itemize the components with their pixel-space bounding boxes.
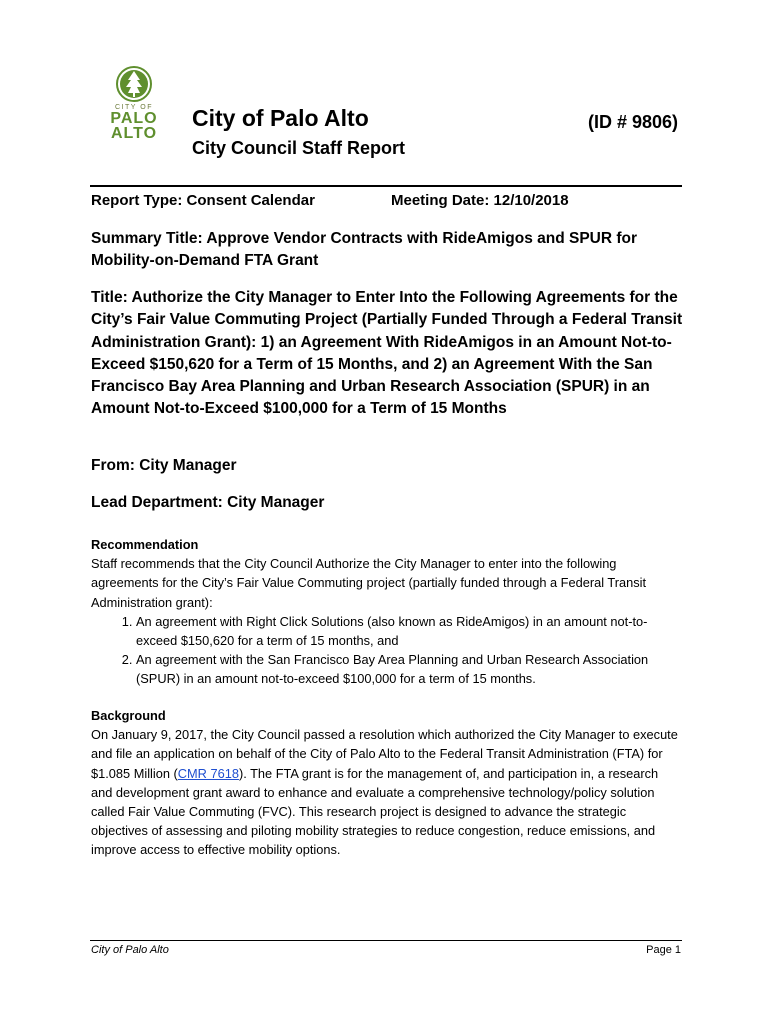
report-title: Title: Authorize the City Manager to Enter Into the Following Agreements for the City’s Fair Value Commuting Project (Partially Funded Through a Federal Transit Administration Grant): 1) an Agreement With RideAmigos in an Amount Not-to-Exceed $150,620 for a Term of 15 Months, and 2) an Agreement With the San Francisco Bay Area Planning and Urban Research Association (SPUR) in an Amount Not-to-Exceed $100,000 for a Term of 15 Months — [91, 289, 683, 418]
from-line: From: City Manager — [91, 457, 237, 474]
tree-icon — [116, 66, 152, 102]
report-id: (ID # 9806) — [587, 112, 678, 132]
list-item: 1. An agreement with Right Click Solutions (also known as RideAmigos) in an amount not-to-exceed $150,620 for a term of 15 months, and — [136, 612, 683, 650]
recommendation-intro: Staff recommends that the City Council Authorize the City Manager to enter into the following agreements for the City’s Fair Value Commuting project (partially funded through a Federal Transit Administration grant): — [91, 556, 647, 610]
header-divider — [90, 185, 682, 187]
summary-title: Summary Title: Approve Vendor Contracts with RideAmigos and SPUR for Mobility-on-Demand FTA Grant — [91, 230, 638, 269]
footer-org: City of Palo Alto — [91, 944, 169, 956]
lead-department: Lead Department: City Manager — [91, 494, 325, 511]
recommendation-heading: Recommendation — [91, 537, 199, 552]
logo-palo: PALO — [110, 110, 158, 127]
footer-divider — [90, 940, 682, 941]
background-section — [91, 706, 683, 860]
report-meta-row — [91, 192, 681, 209]
background-text-end: ). The FTA grant is for the management of, and participation in, a research and development grant award to enhance and evaluate a comprehensive technology/policy solution called Fair Value Commuting (FVC). This research project is designed to advance the strategic objectives of assessing and piloting mobility strategies to reduce congestion, reduce emissions, and improve access to effective mobility options. — [91, 765, 659, 858]
report-type: Report Type: Consent Calendar — [91, 192, 315, 209]
logo-city-of: CITY OF — [115, 104, 153, 111]
page-title: City of Palo Alto — [192, 105, 369, 131]
logo-alto: ALTO — [110, 125, 158, 142]
background-text-start: On January 9, 2017, the City Council passed a resolution which authorized the City Manager to execute and file an application on behalf of the City of Palo Alto to the Federal Transit Administration (FTA) for $1.085 Million ( — [91, 727, 678, 781]
page-number: Page 1 — [646, 944, 681, 956]
recommendation-section — [91, 535, 683, 689]
list-item: 2. An agreement with the San Francisco Bay Area Planning and Urban Research Association (SPUR) in an amount not-to-exceed $100,000 for a term of 15 months. — [136, 650, 683, 688]
meeting-date: Meeting Date: 12/10/2018 — [391, 192, 569, 209]
city-logo — [104, 66, 164, 162]
page-subtitle: City Council Staff Report — [192, 138, 406, 158]
background-heading: Background — [91, 708, 166, 723]
recommendation-list — [91, 612, 683, 689]
background-text — [91, 725, 683, 859]
cmr-link[interactable]: CMR 7618 — [177, 765, 239, 781]
